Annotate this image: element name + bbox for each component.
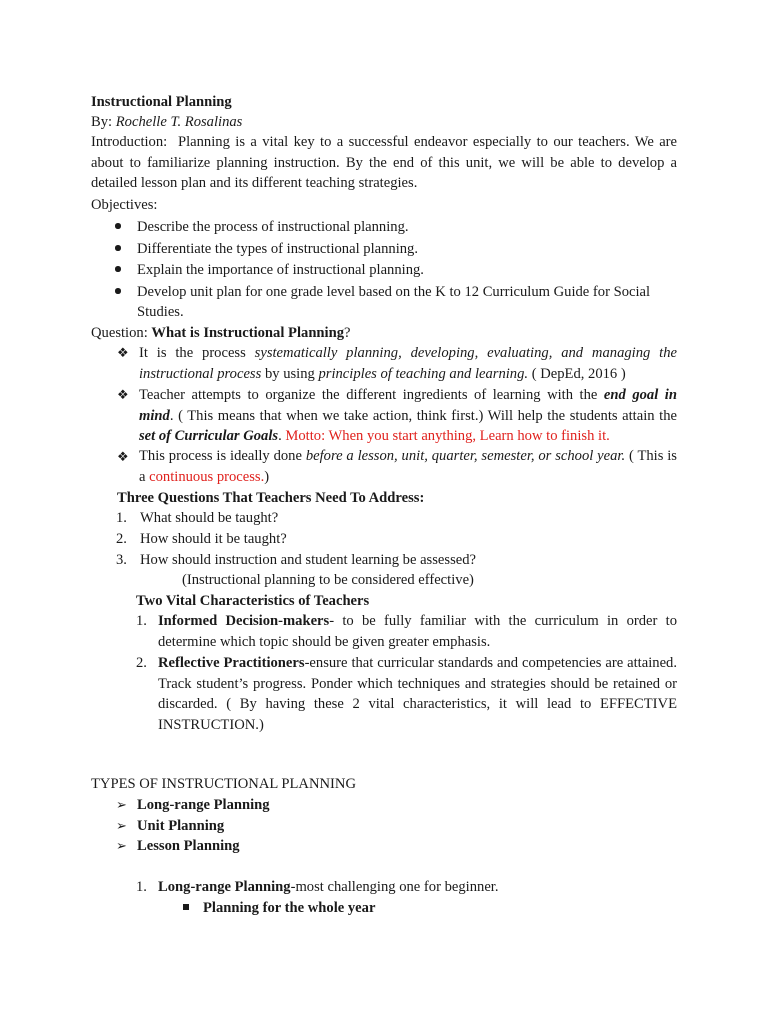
bullet-dot-icon [115,266,121,272]
diamond-item-emphasis: before a lesson, unit, quarter, semester, or school year. [305,448,626,464]
objective-item: Differentiate the types of instructional planning. [137,241,418,257]
detail-subitem: Planning for the whole year [203,900,376,916]
question-line [91,323,351,343]
characteristic-item [158,611,677,652]
objective-item: Develop unit plan for one grade level based on the K to 12 Curriculum Guide for Social Studies. [137,284,651,320]
characteristics-heading: Two Vital Characteristics of Teachers [136,593,370,609]
objectives-heading: Objectives: [91,197,158,213]
characteristic-number: 2. [136,655,147,671]
question-item: How should it be taught? [140,531,287,547]
diamond-bullet-icon: ❖ [117,345,129,360]
diamond-item-emphasis: end goal in mind [139,387,677,424]
square-bullet-icon [183,904,189,910]
bullet-dot-icon [115,245,121,251]
characteristic-term: Informed Decision-makers [158,613,330,629]
arrow-bullet-icon: ➢ [116,818,127,833]
diamond-item-emphasis: systematically planning, developing, evaluating, and managing the instructional process [139,345,677,382]
question-number: 3. [116,552,127,568]
introduction-paragraph [91,132,677,194]
type-item: Lesson Planning [137,838,240,854]
diamond-item-text: It is the process [139,345,246,361]
bullet-dot-icon [115,288,121,294]
detail-term: Long-range Planning [158,879,291,895]
continuous-process-text: continuous process. [149,468,265,485]
document-title: Instructional Planning [91,94,232,110]
byline [91,112,242,132]
introduction-label: Introduction: [91,134,168,150]
question-item: How should instruction and student learning be assessed? [140,552,476,568]
characteristic-term: Reflective Practitioners [158,655,305,671]
diamond-item-emphasis: set of Curricular Goals [139,428,279,445]
question-label: Question: [91,325,148,341]
characteristic-text: - to be fully familiar with the curriculum in order to determine which topic should be given greater emphasis. [158,613,677,650]
diamond-item-emphasis: principles of teaching and learning. [318,365,529,382]
diamond-bullet-icon: ❖ [117,449,129,464]
diamond-item-text: by using [264,365,315,382]
diamond-item-text: This process is ideally done [139,448,302,464]
diamond-item [139,446,677,487]
author-name: Rochelle T. Rosalinas [115,114,243,130]
three-questions-heading: Three Questions That Teachers Need To Address: [117,490,425,506]
byline-label: By: [91,114,113,130]
diamond-item-text: ) [264,468,270,485]
characteristic-number: 1. [136,613,147,629]
diamond-item [139,385,677,447]
diamond-item [139,343,677,384]
question-number: 1. [116,510,127,526]
question-mark: ? [344,325,351,341]
diamond-item-text: Teacher attempts to organize the different ingredients of learning with the [139,387,598,403]
question-text: What is Instructional Planning [151,325,345,341]
bullet-dot-icon [115,223,121,229]
diamond-item-text: . ( This means that when we take action, think first.) Will help the students attain the [169,407,677,424]
detail-number: 1. [136,879,147,895]
arrow-bullet-icon: ➢ [116,838,127,853]
effectiveness-note: (Instructional planning to be considered effective) [182,572,474,588]
arrow-bullet-icon: ➢ [116,797,127,812]
diamond-bullet-icon: ❖ [117,387,129,402]
characteristic-text: -ensure that curricular standards and competencies are attained. Track student’s progress. Ponder which techniques and strategies should be retained or discarded. ( By having these 2 vital characteristics, it will lead to EFFECTIVE INSTRUCTION.) [158,655,677,734]
diamond-item-text: . [278,428,282,445]
motto-text: Motto: When you start anything, Learn how to finish it. [285,428,610,445]
objective-item: Explain the importance of instructional planning. [137,262,424,278]
detail-text: -most challenging one for beginner. [290,879,499,895]
type-item: Unit Planning [137,818,225,834]
characteristic-item [158,653,677,736]
objective-item: Describe the process of instructional planning. [137,219,409,235]
question-item: What should be taught? [140,510,279,526]
detail-item [158,877,499,897]
types-heading: TYPES OF INSTRUCTIONAL PLANNING [91,776,356,792]
question-number: 2. [116,531,127,547]
type-item: Long-range Planning [137,797,270,813]
diamond-item-citation: ( DepEd, 2016 ) [531,365,626,382]
diamond-item-text: ( This is a [139,448,677,485]
introduction-text: Planning is a vital key to a successful endeavor especially to our teachers. We are about to familiarize planning instruction. By the end of this unit, we will be able to develop a detailed lesson plan and its different teaching strategies. [91,134,678,192]
